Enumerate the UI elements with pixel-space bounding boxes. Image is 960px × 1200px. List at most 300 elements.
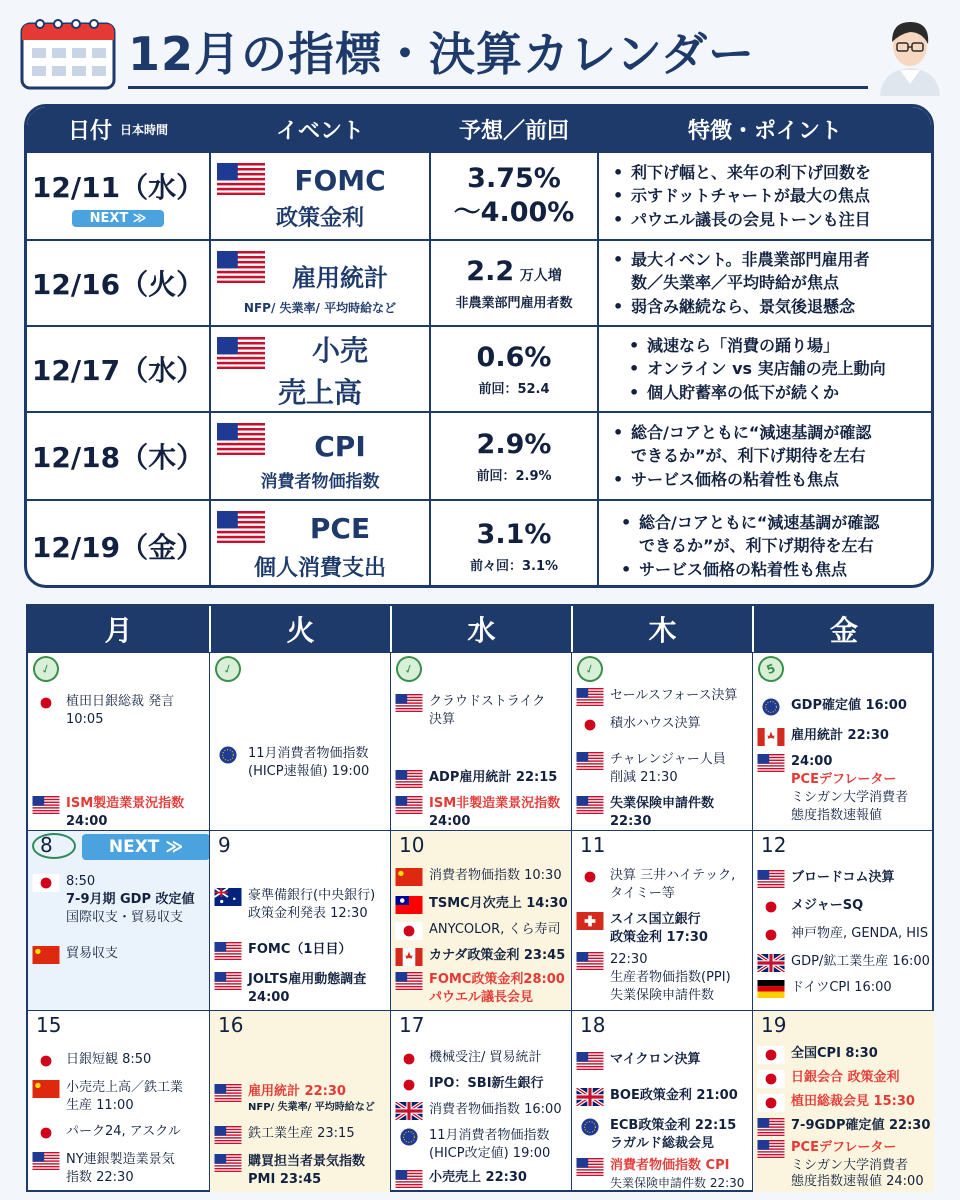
- calendar-entry: [395, 921, 569, 939]
- day-number: 18: [580, 1013, 606, 1037]
- row-points: [599, 153, 931, 239]
- entry-text: 11月消費者物価指数: [429, 1128, 550, 1143]
- entry-text: 10:05: [66, 712, 104, 727]
- table-row: [27, 151, 931, 239]
- day-cell-mon-w2[interactable]: [28, 830, 209, 1010]
- entry-text: 小売売上高／鉄工業: [66, 1080, 184, 1095]
- calendar-entry: [32, 945, 207, 963]
- entry-text: 態度指数速報値 24:00: [791, 1174, 924, 1189]
- forecast-value: 2.2: [466, 255, 515, 287]
- calendar-entry: [576, 1051, 750, 1069]
- japan-flag-icon: [576, 716, 604, 734]
- calendar-entry: [214, 905, 388, 923]
- day-number: 15: [36, 1013, 62, 1037]
- forecast-note: 非農業部門雇用者数: [455, 296, 573, 312]
- entry-text: メジャーSQ: [791, 898, 864, 913]
- entry-text: パーク24, アスクル: [66, 1124, 181, 1139]
- entry-text: 全国CPI 8:30: [791, 1046, 878, 1061]
- event-subtitle: 政策金利: [275, 206, 364, 231]
- point-item: • 弱含み継続なら、景気後退懸念: [613, 295, 931, 318]
- row-event: [211, 413, 429, 499]
- entry-text: 24:00: [248, 990, 290, 1005]
- entry-text: PMI 23:45: [248, 1172, 322, 1187]
- calendar-entry: [32, 1151, 207, 1169]
- calendar-entry: [576, 813, 750, 830]
- calendar-entry: [576, 969, 750, 987]
- calendar-entry: [32, 1169, 207, 1187]
- calendar-entry: [214, 989, 388, 1007]
- event-subtitle: 消費者物価指数: [260, 472, 380, 492]
- row-forecast: [431, 241, 597, 325]
- entry-text: 消費者物価指数 10:30: [429, 868, 562, 883]
- entry-text: ISM製造業景況指数: [66, 796, 185, 811]
- us-flag-icon: [32, 796, 60, 814]
- entry-text: FOMC政策金利28:00: [429, 972, 565, 987]
- entry-text: 国際収支・貿易収支: [66, 910, 184, 925]
- us-flag-icon: [214, 972, 242, 990]
- entry-text: 植田総裁会見 15:30: [791, 1094, 915, 1109]
- calendar-entry: [32, 1051, 207, 1069]
- entry-text: 22:30: [610, 952, 648, 967]
- china-flag-icon: [32, 946, 60, 964]
- forecast-note: 前々回：3.1%: [469, 559, 559, 575]
- entry-text: 失業保険申請件数: [610, 796, 715, 811]
- event-title: CPI: [314, 430, 366, 463]
- forecast-line: [466, 255, 561, 289]
- row-event: [211, 153, 429, 239]
- us-flag-icon: [757, 754, 785, 772]
- entry-text: FOMC（1日目）: [248, 942, 352, 957]
- point-item: • 減速なら「消費の踊り場」: [629, 334, 931, 357]
- uk-flag-icon: [395, 1102, 423, 1120]
- row-forecast: [431, 413, 597, 499]
- row-points: [599, 501, 931, 588]
- table-header: [27, 107, 931, 151]
- entry-text: 削減 21:30: [610, 770, 678, 785]
- page-title: 12月の指標・決算カレンダー: [128, 27, 756, 81]
- point-text: 示すドットチャートが最大の焦点: [631, 186, 870, 206]
- entry-text: NFP/ 失業率/ 平均時給など: [248, 1102, 375, 1113]
- point-item: • 最大イベント。非農業部門雇用者: [613, 248, 931, 271]
- calendar-entry: [32, 1079, 207, 1097]
- table-row: [27, 325, 931, 411]
- china-flag-icon: [32, 1080, 60, 1098]
- calendar-entry: [32, 891, 207, 909]
- entry-text: 小売売上 22:30: [429, 1170, 527, 1185]
- calendar-entry: [576, 911, 750, 929]
- us-flag-icon: [395, 796, 423, 814]
- day-number: 19: [761, 1013, 787, 1037]
- forecast-value: 3.75%: [467, 163, 561, 195]
- entry-text: ANYCOLOR, くら寿司: [429, 922, 561, 937]
- calendar-entry: [757, 1045, 932, 1063]
- header-event: イベント: [275, 118, 364, 144]
- next-badge[interactable]: NEXT ≫: [72, 210, 165, 227]
- calendar-entry: [214, 1125, 388, 1143]
- entry-text: 政策金利 17:30: [610, 930, 708, 945]
- row-date: 12/18（木）: [31, 441, 205, 474]
- point-item-cont: [613, 184, 931, 207]
- done-stamp-icon: ✓: [211, 652, 244, 685]
- calendar-entry: [757, 979, 932, 997]
- day-cell-wed-w3[interactable]: [390, 1010, 571, 1192]
- entry-text: GDP/鉱工業生産 16:00: [791, 954, 930, 969]
- row-forecast: [431, 327, 597, 411]
- event-title: 雇用統計: [292, 264, 388, 292]
- forecast-value: 0.6%: [476, 341, 552, 373]
- calendar-entry: [32, 909, 207, 927]
- calendar-icon: [16, 14, 120, 92]
- calendar-entry: [576, 951, 750, 969]
- entry-text: IPO：SBI新生銀行: [429, 1076, 544, 1091]
- japan-flag-icon: [32, 1124, 60, 1142]
- header: [0, 0, 960, 102]
- day-number: 5: [764, 660, 778, 678]
- entry-text: BOE政策金利 21:00: [610, 1088, 738, 1103]
- us-flag-icon: [214, 942, 242, 960]
- entry-text: 生産 11:00: [66, 1098, 134, 1113]
- eu-flag-icon: [757, 698, 785, 716]
- calendar-entry: [214, 887, 388, 905]
- day-number: 9: [218, 833, 231, 857]
- entry-text: ADP雇用統計 22:15: [429, 770, 558, 785]
- day-number: 16: [218, 1013, 244, 1037]
- header-date: [27, 107, 209, 151]
- calendar-entry: [32, 795, 207, 813]
- day-cell-fri-w3[interactable]: [752, 1010, 934, 1192]
- calendar-entry: [395, 813, 569, 830]
- event-subtitle: NFP/ 失業率/ 平均時給など: [243, 301, 397, 315]
- day-cell-fri-w1[interactable]: [752, 652, 934, 830]
- calendar-entry: [214, 971, 388, 989]
- row-event: [211, 501, 429, 588]
- calendar-entry: [395, 769, 569, 787]
- calendar-entry: [32, 711, 207, 729]
- us-flag-icon: [576, 1158, 604, 1176]
- point-item: • 利下げ幅と、来年の利下げ回数を: [613, 161, 931, 184]
- point-item: • サービス価格の粘着性も焦点: [621, 558, 931, 581]
- event-title: FOMC: [294, 164, 386, 197]
- us-flag-icon: [395, 770, 423, 788]
- japan-flag-icon: [757, 898, 785, 916]
- entry-text: カナダ政策金利 23:45: [429, 948, 566, 963]
- entry-text: マイクロン決算: [610, 1052, 701, 1067]
- weekday-fri: 金: [752, 606, 934, 652]
- calendar-entry: [214, 1101, 388, 1115]
- day-number: 17: [399, 1013, 425, 1037]
- table-row: [27, 499, 931, 588]
- eu-flag-icon: [576, 1118, 604, 1136]
- entry-text: スイス国立銀行: [610, 912, 701, 927]
- entry-text: 24:00: [429, 814, 471, 829]
- day-cell-wed-w2[interactable]: [390, 830, 571, 1010]
- table-row: [27, 411, 931, 499]
- calendar-entry: [214, 1171, 388, 1189]
- entry-text: JOLTS雇用動態調査: [248, 972, 367, 987]
- forecast-note: 前回：2.9%: [476, 469, 552, 485]
- uk-flag-icon: [576, 1088, 604, 1106]
- uk-flag-icon: [757, 954, 785, 972]
- row-date: 12/19（金）: [31, 531, 205, 564]
- calendar-entry: [576, 1175, 750, 1191]
- day-number: 10: [399, 833, 425, 857]
- entry-text: 機械受注/ 貿易統計: [429, 1050, 542, 1065]
- calendar-entry: [757, 1117, 932, 1135]
- calendar-entry: [395, 711, 569, 729]
- point-item: • 個人貯蓄率の低下が続くか: [629, 381, 931, 404]
- entry-text: 24:00: [791, 754, 833, 769]
- day-cell-mon-w1[interactable]: [28, 652, 209, 830]
- calendar-entry: [214, 763, 388, 781]
- row-date: 12/17（水）: [31, 354, 205, 387]
- done-stamp-icon: ✓: [392, 652, 425, 685]
- forecast-value: 3.1%: [476, 518, 552, 550]
- calendar-entry: [214, 1083, 388, 1101]
- entry-text: 失業保険申請件数 22:30: [610, 1176, 745, 1190]
- entry-text: 消費者物価指数 CPI: [610, 1158, 730, 1173]
- event-summary-table: [24, 104, 934, 588]
- calendar-entry: [576, 715, 750, 733]
- us-flag-icon: [395, 972, 423, 990]
- day-cell-tue-w3[interactable]: [209, 1010, 390, 1192]
- entry-text: ミシガン大学消費者: [791, 1158, 909, 1173]
- entry-text: 失業保険申請件数: [610, 988, 715, 1003]
- calendar-entry: [395, 895, 569, 913]
- entry-text: 22:30: [610, 814, 652, 829]
- eu-flag-icon: [214, 746, 242, 764]
- forecast-value: 2.9%: [476, 428, 552, 460]
- event-title: PCE: [309, 512, 371, 545]
- us-flag-icon: [214, 1126, 242, 1144]
- weekday-wed: 水: [390, 606, 571, 652]
- row-date: [27, 153, 209, 239]
- entry-text: (HICP速報値) 19:00: [248, 764, 370, 779]
- next-button[interactable]: NEXT ≫: [82, 834, 209, 860]
- calendar-entry: [576, 867, 750, 885]
- forecast-value-2: ～4.00%: [453, 197, 575, 228]
- entry-text: 鉄工業生産 23:15: [248, 1126, 355, 1141]
- calendar-entry: [757, 897, 932, 915]
- row-points: [599, 413, 931, 499]
- us-flag-icon: [576, 688, 604, 706]
- eu-flag-icon: [395, 1128, 423, 1146]
- calendar-entry: [757, 1157, 932, 1175]
- calendar-entry: [214, 941, 388, 959]
- entry-text: 生産者物価指数(PPI): [610, 970, 731, 985]
- calendar-entry: [395, 1101, 569, 1119]
- entry-text: クラウドストライク: [429, 694, 546, 709]
- entry-text: 決算 三井ハイテック,: [610, 868, 736, 883]
- header-points: 特徴・ポイント: [687, 118, 842, 144]
- australia-flag-icon: [214, 888, 242, 906]
- weekday-mon: 月: [104, 614, 133, 647]
- entry-text: 消費者物価指数 16:00: [429, 1102, 562, 1117]
- japan-flag-icon: [32, 1052, 60, 1070]
- calendar-entry: [757, 789, 932, 807]
- presenter-avatar: [870, 12, 950, 96]
- japan-flag-icon: [757, 1046, 785, 1064]
- day-number: 8: [40, 833, 53, 857]
- us-flag-icon: [395, 1170, 423, 1188]
- entry-text: パウエル議長会見: [429, 990, 534, 1005]
- event-subtitle: 個人消費支出: [253, 556, 386, 581]
- point-item-cont: 数／失業率／平均時給が焦点: [631, 273, 840, 293]
- entry-text: タイミー等: [610, 886, 675, 901]
- calendar-entry: [576, 795, 750, 813]
- point-item: • パウエル議長の会見トーンも注目: [613, 208, 931, 231]
- calendar-entry: [395, 1145, 569, 1163]
- entry-text: 指数 22:30: [66, 1170, 134, 1185]
- entry-text: 11月消費者物価指数: [248, 746, 369, 761]
- calendar-entry: [214, 1153, 388, 1171]
- entry-text: (HICP改定値) 19:00: [429, 1146, 551, 1161]
- taiwan-flag-icon: [395, 896, 423, 914]
- row-event: [211, 241, 429, 325]
- done-stamp-icon: [754, 652, 787, 685]
- calendar-entry: [757, 1093, 932, 1111]
- calendar-entry: [395, 971, 569, 989]
- day-cell-tue-w1[interactable]: [209, 652, 390, 830]
- weekday-thu: 木: [571, 606, 752, 652]
- entry-text: 7-9GDP確定値 22:30: [791, 1118, 931, 1133]
- calendar-entry: [32, 1097, 207, 1115]
- entry-text: NY連銀製造業景気: [66, 1152, 175, 1167]
- entry-text: 雇用統計 22:30: [248, 1084, 346, 1099]
- us-flag-icon: [576, 952, 604, 970]
- weekday-tue: 火: [209, 606, 390, 652]
- event-title: 小売: [311, 334, 368, 367]
- entry-text: PCEデフレーター: [791, 772, 897, 787]
- japan-flag-icon: [757, 1094, 785, 1112]
- us-flag-icon: [32, 1152, 60, 1170]
- entry-text: 積水ハウス決算: [610, 716, 701, 731]
- calendar-entry: [576, 1117, 750, 1135]
- forecast-note: 前回：52.4: [478, 382, 550, 398]
- point-item: • 総合/コアともに“減速基調が確認: [621, 511, 931, 534]
- row-forecast: [431, 153, 597, 239]
- table-row: [27, 239, 931, 325]
- us-flag-icon: [576, 1052, 604, 1070]
- calendar-entry: [757, 697, 932, 715]
- canada-flag-icon: [395, 948, 423, 966]
- entry-text: ラガルド総裁会見: [610, 1136, 715, 1151]
- calendar-entry: [576, 929, 750, 947]
- calendar-entry: [757, 869, 932, 887]
- calendar-entry: [576, 687, 750, 705]
- us-flag-icon: [757, 870, 785, 888]
- calendar-entry: [395, 867, 569, 885]
- row-points: [599, 241, 931, 325]
- entry-text: ECB政策金利 22:15: [610, 1118, 737, 1133]
- day-cell-tue-w2[interactable]: [209, 830, 390, 1010]
- day-cell-mon-w3[interactable]: [28, 1010, 209, 1192]
- japan-flag-icon: [32, 694, 60, 712]
- calendar-entry: [576, 1157, 750, 1175]
- entry-text: PCEデフレーター: [791, 1140, 897, 1155]
- calendar-entry: [757, 727, 932, 745]
- us-flag-icon: [757, 1140, 785, 1158]
- day-cell-thu-w1[interactable]: [571, 652, 752, 830]
- entry-text: 政策金利発表 12:30: [248, 906, 368, 921]
- calendar-entry: [757, 753, 932, 771]
- calendar-entry: [757, 1139, 932, 1157]
- us-flag-icon: [757, 1118, 785, 1136]
- entry-text: 日銀短観 8:50: [66, 1052, 152, 1067]
- calendar-entry: [395, 795, 569, 813]
- entry-text: ミシガン大学消費者: [791, 790, 909, 805]
- china-flag-icon: [395, 868, 423, 886]
- calendar-entry: [757, 771, 932, 789]
- day-cell-thu-w3[interactable]: [571, 1010, 752, 1192]
- entry-text: 貿易収支: [66, 946, 119, 961]
- calendar-entry: [395, 1049, 569, 1067]
- germany-flag-icon: [757, 980, 785, 998]
- swiss-flag-icon: [576, 912, 604, 930]
- japan-flag-icon: [576, 868, 604, 886]
- title-underline: [128, 86, 868, 89]
- entry-text: ドイツCPI 16:00: [791, 980, 892, 995]
- entry-text: 日銀会合 政策金利: [791, 1070, 900, 1085]
- row-event: [211, 327, 429, 411]
- row-date: 12/16（火）: [31, 268, 205, 301]
- calendar-entry: [395, 1127, 569, 1145]
- entry-text: 神戸物産, GENDA, HIS: [791, 926, 929, 941]
- point-item: • 総合/コアともに“減速基調が確認: [613, 421, 931, 444]
- calendar-entry: [32, 813, 207, 830]
- entry-text: 態度指数速報値: [791, 808, 883, 823]
- calendar-entry: [757, 1069, 932, 1087]
- japan-flag-icon: [32, 874, 60, 892]
- done-stamp-icon: ✓: [573, 652, 606, 685]
- us-flag-icon: [395, 694, 423, 712]
- us-flag-icon: [576, 796, 604, 814]
- calendar-entry: [757, 925, 932, 943]
- japan-flag-icon: [395, 1076, 423, 1094]
- japan-flag-icon: [757, 926, 785, 944]
- point-item: • サービス価格の粘着性も焦点: [613, 468, 931, 491]
- entry-text: チャレンジャー人員: [610, 752, 726, 767]
- calendar-entry: [576, 987, 750, 1005]
- entry-text: ISM非製造業景況指数: [429, 796, 561, 811]
- entry-text: 8:50: [66, 874, 96, 889]
- japan-flag-icon: [757, 1070, 785, 1088]
- point-item: • オンライン vs 実店舗の売上動向: [629, 357, 931, 380]
- calendar-entry: [32, 873, 207, 891]
- calendar-entry: [576, 769, 750, 787]
- japan-flag-icon: [395, 1050, 423, 1068]
- us-flag-icon: [214, 1084, 242, 1102]
- day-cell-thu-w2[interactable]: [571, 830, 752, 1010]
- day-number: 11: [580, 833, 606, 857]
- entry-text: 購買担当者景気指数: [248, 1154, 366, 1169]
- day-cell-wed-w1[interactable]: [390, 652, 571, 830]
- canada-flag-icon: [757, 728, 785, 746]
- calendar-entry: [757, 807, 932, 825]
- day-cell-fri-w2[interactable]: [752, 830, 934, 1010]
- calendar-entry: [757, 953, 932, 971]
- row-points: [599, 327, 931, 411]
- header-date-note: 日本時間: [120, 122, 169, 137]
- header-forecast: 予想／前回: [458, 118, 569, 144]
- us-flag-icon: [214, 1154, 242, 1172]
- done-stamp-icon: ✓: [29, 652, 62, 685]
- entry-text: 24:00: [66, 814, 108, 829]
- calendar-entry: [395, 693, 569, 711]
- calendar-entry: [757, 1173, 932, 1191]
- today-circle: [32, 833, 76, 859]
- us-flag-icon: [576, 752, 604, 770]
- entry-text: セールスフォース決算: [610, 688, 738, 703]
